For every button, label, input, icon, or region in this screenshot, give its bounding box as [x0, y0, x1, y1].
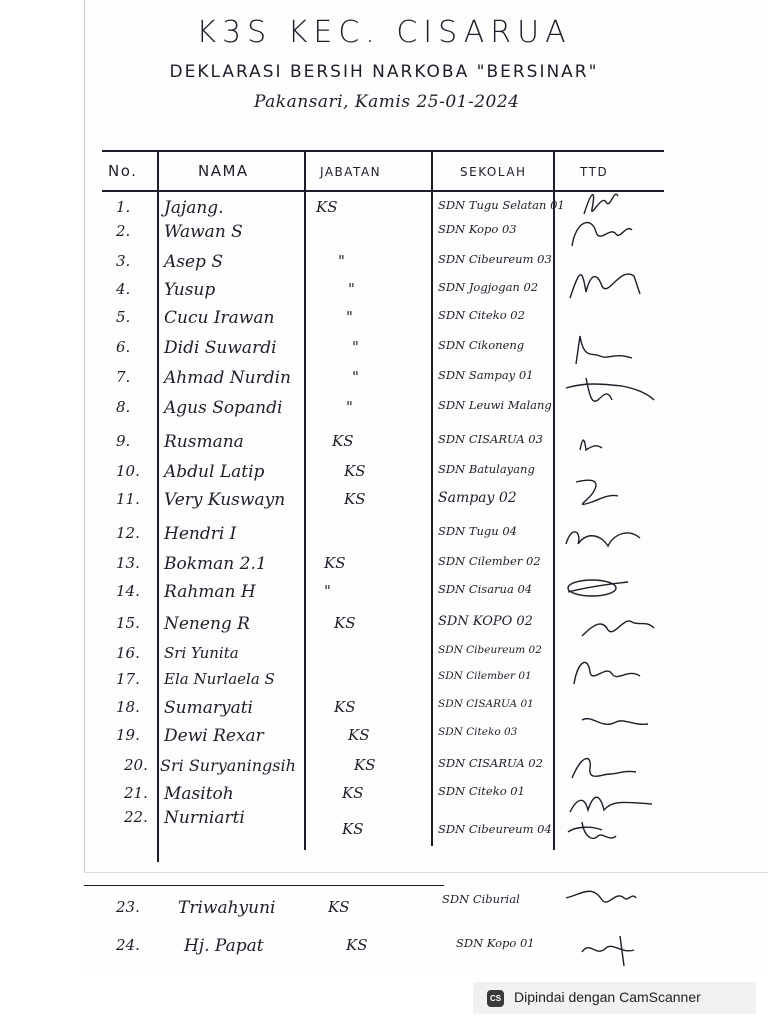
row-number: 20.: [124, 756, 148, 774]
signature-15: [562, 812, 662, 852]
row-name: Nurniarti: [164, 808, 245, 828]
signature-3: [562, 262, 662, 302]
row-school: SDN Citeko 02: [438, 308, 525, 322]
row-name: Yusup: [164, 280, 216, 300]
row-position: KS: [342, 784, 364, 802]
strip-rule: [84, 885, 444, 886]
row-number: 11.: [116, 490, 140, 508]
camscanner-text: Dipindai dengan CamScanner: [514, 989, 701, 1005]
row-school: SDN Tugu 04: [438, 524, 517, 538]
row-number: 19.: [116, 726, 140, 744]
row-school: SDN Ciburial: [442, 892, 520, 906]
row-name: Hendri I: [164, 524, 237, 544]
camscanner-badge: [473, 982, 756, 1014]
row-school: SDN Jogjogan 02: [438, 280, 539, 294]
column-header-no: No.: [108, 162, 138, 180]
row-position: KS: [354, 756, 376, 774]
signature-10: [562, 606, 662, 646]
row-position: ": [338, 252, 345, 270]
row-school: SDN Cisarua 04: [438, 582, 533, 596]
row-school: SDN Citeko 03: [438, 726, 518, 738]
row-school: SDN Kopo 03: [438, 222, 517, 236]
column-header-jabatan: JABATAN: [320, 165, 382, 179]
row-school: SDN Batulayang: [438, 462, 535, 476]
row-school: SDN Sampay 01: [438, 368, 534, 382]
row-school: SDN KOPO 02: [438, 614, 533, 629]
signature-11: [562, 650, 662, 690]
row-number: 3.: [116, 252, 131, 270]
row-number: 12.: [116, 524, 140, 542]
row-school: SDN CISARUA 02: [438, 756, 543, 770]
row-school: SDN Cikoneng: [438, 338, 525, 352]
row-position: KS: [334, 614, 356, 632]
row-name: Abdul Latip: [164, 462, 265, 482]
row-number: 18.: [116, 698, 140, 716]
row-school: SDN CISARUA 01: [438, 698, 534, 710]
row-position: KS: [324, 554, 346, 572]
row-name: Cucu Irawan: [164, 308, 275, 328]
signature-2: [562, 212, 662, 252]
row-number: 8.: [116, 398, 131, 416]
row-number: 7.: [116, 368, 131, 386]
row-position: ": [352, 338, 359, 356]
column-header-nama: NAMA: [198, 162, 249, 180]
row-number: 4.: [116, 280, 131, 298]
row-number: 6.: [116, 338, 131, 356]
signature-5: [562, 370, 662, 410]
column-header-ttd: TTD: [580, 165, 609, 179]
row-name: Ela Nurlaela S: [164, 670, 275, 688]
camscanner-logo-icon: CS: [487, 990, 504, 1007]
row-position: KS: [328, 898, 350, 916]
row-position: KS: [346, 936, 368, 954]
row-number: 24.: [116, 936, 140, 954]
table-top-rule: [102, 150, 664, 152]
signature-6: [562, 420, 662, 460]
row-name: Didi Suwardi: [164, 338, 277, 358]
row-name: Rahman H: [164, 582, 256, 602]
row-name: Hj. Papat: [184, 936, 264, 956]
row-school: SDN Kopo 01: [456, 936, 535, 950]
row-name: Agus Sopandi: [164, 398, 283, 418]
row-number: 2.: [116, 222, 131, 240]
row-position: ": [324, 582, 331, 600]
row-school: SDN CISARUA 03: [438, 432, 543, 446]
place-date: Pakansari, Kamis 25-01-2024: [254, 92, 520, 112]
row-number: 1.: [116, 198, 131, 216]
row-number: 14.: [116, 582, 140, 600]
row-name: Sri Suryaningsih: [160, 756, 296, 775]
row-number: 9.: [116, 432, 131, 450]
row-position: ": [346, 398, 353, 416]
row-name: Bokman 2.1: [164, 554, 267, 574]
row-name: Sri Yunita: [164, 644, 239, 662]
row-number: 22.: [124, 808, 148, 826]
row-position: ": [352, 368, 359, 386]
row-position: KS: [344, 462, 366, 480]
row-name: Rusmana: [164, 432, 244, 452]
row-number: 17.: [116, 670, 140, 688]
row-name: Masitoh: [164, 784, 234, 804]
row-name: Sumaryati: [164, 698, 253, 718]
row-school: SDN Cilember 01: [438, 670, 532, 682]
row-number: 5.: [116, 308, 131, 326]
row-name: Neneng R: [164, 614, 250, 634]
row-number: 15.: [116, 614, 140, 632]
row-name: Dewi Rexar: [164, 726, 264, 746]
row-number: 13.: [116, 554, 140, 572]
column-header-sekolah: SEKOLAH: [460, 165, 527, 179]
signature-9: [562, 570, 662, 610]
row-school: SDN Cibeureum 04: [438, 822, 552, 836]
row-position: KS: [332, 432, 354, 450]
row-name: Very Kuswayn: [164, 490, 286, 510]
row-position: KS: [348, 726, 370, 744]
signature-12: [562, 700, 662, 740]
row-name: Wawan S: [164, 222, 243, 242]
document-subtitle: DEKLARASI BERSIH NARKOBA "BERSINAR": [169, 62, 599, 82]
row-school: SDN Cibeureum 03: [438, 252, 552, 266]
signature-4: [562, 330, 662, 370]
row-name: Ahmad Nurdin: [164, 368, 291, 388]
row-name: Jajang.: [164, 198, 224, 218]
document-title: K3S KEC. CISARUA: [196, 15, 572, 50]
row-position: ": [348, 280, 355, 298]
row-school: SDN Cilember 02: [438, 554, 541, 568]
row-school: SDN Cibeureum 02: [438, 644, 542, 656]
signature-16: [562, 878, 662, 918]
signature-17: [562, 928, 662, 968]
row-position: KS: [334, 698, 356, 716]
row-number: 10.: [116, 462, 140, 480]
row-name: Asep S: [164, 252, 223, 272]
row-position: KS: [342, 820, 364, 838]
row-position: KS: [344, 490, 366, 508]
row-number: 21.: [124, 784, 148, 802]
row-school: SDN Citeko 01: [438, 784, 525, 798]
row-school: SDN Leuwi Malang: [438, 398, 552, 412]
row-number: 23.: [116, 898, 140, 916]
row-position: ": [346, 308, 353, 326]
row-number: 16.: [116, 644, 140, 662]
signature-8: [562, 514, 662, 554]
row-position: KS: [316, 198, 338, 216]
row-school: SDN Tugu Selatan 01: [438, 198, 565, 212]
row-name: Triwahyuni: [178, 898, 276, 918]
signature-7: [562, 472, 662, 512]
row-school: Sampay 02: [438, 490, 517, 506]
